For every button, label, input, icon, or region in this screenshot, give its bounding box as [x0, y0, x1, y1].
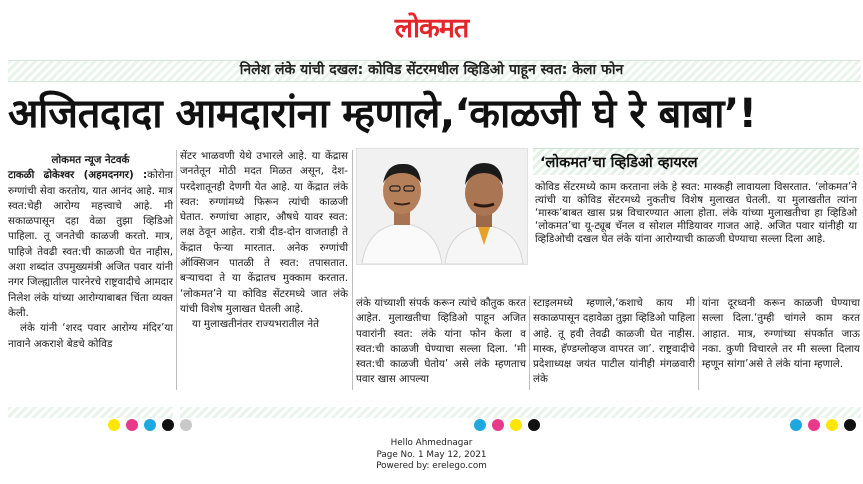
- register-dot: [528, 419, 540, 431]
- register-dot: [126, 419, 138, 431]
- register-dot: [474, 419, 486, 431]
- kicker-headline: निलेश लंके यांची दखल: कोविड सेंटरमधील व्हिडिओ पाहून स्वत: केला फोन: [239, 62, 624, 78]
- column-rule: [529, 296, 530, 390]
- register-dot: [180, 419, 192, 431]
- article-column-4: स्टाइलमध्ये म्हणाले,‘कशाचे काय मी सकाळपासून दहावेळा तुझा व्हिडिओ पाहिला आहे. तू हवी तेवढी काळजी घेत नाहीस. मास्क, हॅण्डग्लोव्हज वापरत जा’. राष्ट्रवादीचे प्रदेशाध्यक्ष जयंत पाटील यांनीही मंगळवारी लंके: [533, 297, 695, 386]
- page-footer: [0, 438, 863, 473]
- column-2-text-2: या मुलाखतीनंतर राज्यभरातील नेते: [192, 318, 319, 331]
- bottom-band: [180, 407, 861, 418]
- byline: लोकमत न्यूज नेटवर्क: [51, 154, 130, 166]
- column-rule: [698, 296, 699, 390]
- article-column-2: [180, 149, 348, 333]
- column-rule: [352, 150, 353, 390]
- sidebar-title: ‘लोकमत’चा व्हिडिओ व्हायरल: [540, 155, 698, 171]
- article-column-1: [8, 153, 173, 352]
- article-column-3: लंके यांच्याशी संपर्क करून त्यांचे कौतुक करत आहेत. मुलाखतीचा व्हिडिओ पाहून अजित पवारांनी स्वत: लंके यांना फोन केला व स्वत:ची काळजी घेण्याचा सल्ला दिला. ‘मी स्वत:ची काळजी घेतोय’ असे लंके म्हणताच पवार खास आपल्या: [356, 297, 526, 386]
- register-dot: [826, 419, 838, 431]
- register-dot: [808, 419, 820, 431]
- article-paragraph: [8, 168, 173, 321]
- register-dot: [162, 419, 174, 431]
- sidebar-text: कोविड सेंटरमध्ये काम करताना लंके हे स्वत: मास्कही लावायला विसरतात. ‘लोकमत’ने त्यांची या कोविड सेंटरमध्ये नुकतीच विशेष मुलाखत घेतली. या मुलाखतीत त्यांना ‘मास्क’बाबत खास प्रश्न विचारण्यात आला होता. लंके यांच्या मुलाखतीचा हा व्हिडिओ ‘लोकमत’चा यू-ट्यूब चॅनल व सोशल मीडियावर गाजत आहे. अजित पवार यांनीही या व्हिडिओची दखल घेत लंके यांना आरोग्याची काळजी घेण्याचा सल्ला दिला आहे.: [535, 181, 857, 246]
- footer-page-date: Page No. 1 May 12, 2021: [376, 449, 487, 460]
- column-1-text-1: कोरोना रुग्णांची सेवा करतोय, यात आनंद आहे. मात्र स्वत:चेही आरोग्य महत्त्वाचे आहे. मी सकाळपासून दहा वेळा तुझा व्हिडिओ पाहिला. तू जनतेची काळजी करतो. मात्र, पाहिजे तेवढी स्वत:ची काळजी घेत नाहीस, अशा शब्दांत उपमुख्यमंत्री अजित पवार यांनी नगर जिल्ह्यातील पारनेरचे राष्ट्रवादीचे आमदार निलेश लंके यांच्या आरोग्याबाबत चिंता व्यक्त केली.: [8, 169, 173, 319]
- main-headline: अजितदादा आमदारांना म्हणाले,‘काळजी घे रे बाबा’!: [8, 91, 757, 137]
- portrait-illustration: [357, 149, 527, 264]
- register-dot: [108, 419, 120, 431]
- masthead-logo: लोकमत: [394, 13, 469, 44]
- register-dot: [844, 419, 856, 431]
- column-2-text-1: सेंटर भाळवणी येथे उभारले आहे. या केंद्रास जनतेतून मोठी मदत मिळत असून, देश-परदेशातूनही देणगी येत आहे. या केंद्रात लंके स्वत: रुग्णांमध्ये फिरून त्यांची काळजी घेतात. रुग्णांचा आहार, औषधे यावर स्वत: लक्ष ठेवून आहेत. रात्री दीड-दोन वाजताही ते केंद्रात फेऱ्या मारतात. अनेक रुग्णांची ऑक्सिजन पातळी ते स्वत: तपासतात. बऱ्याचदा ते या केंद्रातच मुक्काम करतात. ‘लोकमत’ने या कोविड सेंटरमध्ये जात लंके यांची विशेष मुलाखत घेतली आहे.: [180, 150, 348, 315]
- leader-photos: [356, 148, 528, 265]
- dateline: टाकळी ढोकेश्वर (अहमदनगर) :: [8, 169, 148, 182]
- register-dot: [510, 419, 522, 431]
- register-marks-right: [790, 419, 856, 431]
- register-marks-center: [474, 419, 540, 431]
- article-column-5: यांना दूरध्वनी करून काळजी घेण्याचा सल्ला दिला.‘तुम्ही चांगले काम करत आहात. मात्र, रुग्णांच्या संपर्कात जाऊ नका. कुणी विचारले तर मी सल्ला दिलाय म्हणून सांगा’असे ते लंके यांना म्हणाले.: [702, 297, 860, 371]
- footer-powered-by[interactable]: Powered by: erelego.com: [376, 461, 487, 471]
- column-1-text-2: लंके यांनी ‘शरद पवार आरोग्य मंदिर’या नावाने अकराशे बेडचे कोविड: [8, 322, 173, 350]
- register-dot: [144, 419, 156, 431]
- column-rule: [176, 150, 177, 390]
- register-dot: [492, 419, 504, 431]
- register-marks-left: [108, 419, 192, 431]
- bottom-band: [8, 407, 173, 418]
- footer-edition: Hello Ahmednagar: [390, 438, 473, 448]
- register-dot: [790, 419, 802, 431]
